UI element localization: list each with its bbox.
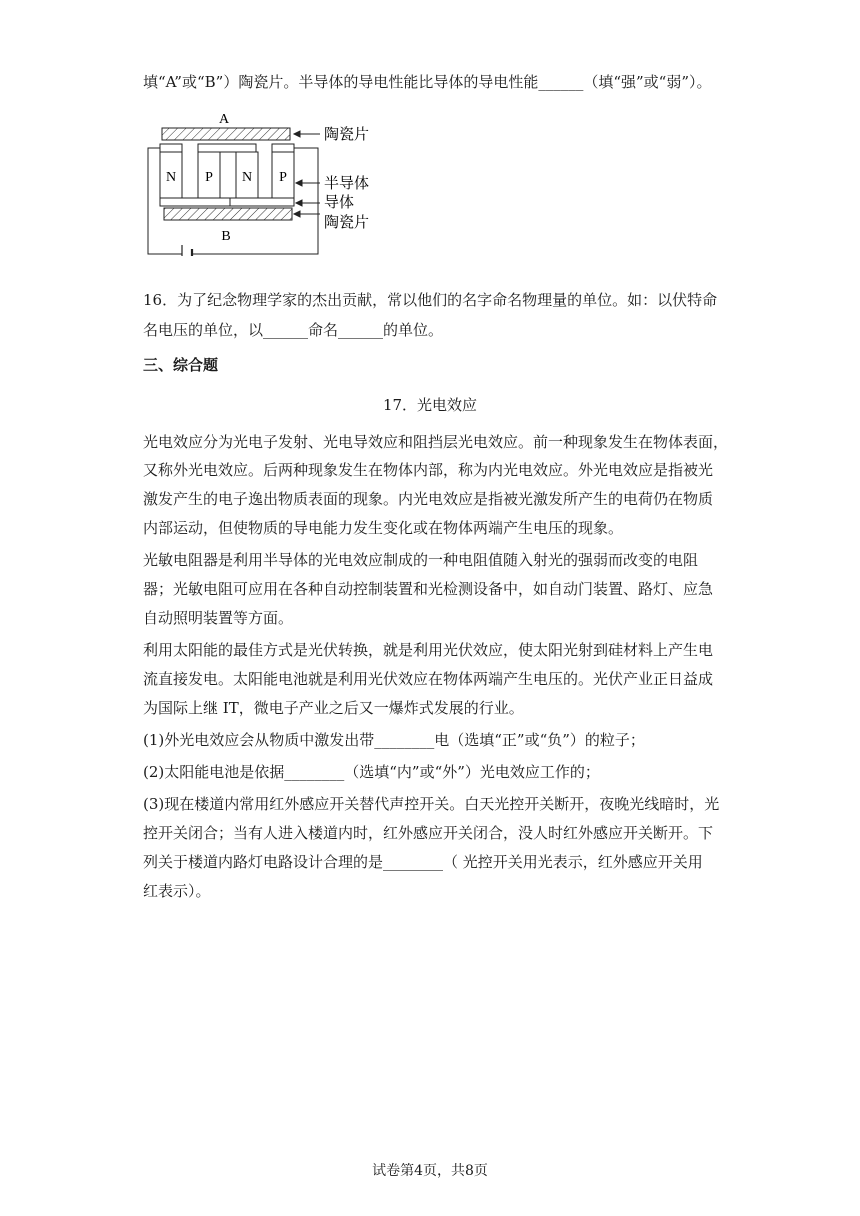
battery-symbol [182, 245, 192, 256]
line-1: 填“A”或“B”）陶瓷片。半导体的导电性能比导体的导电性能______（填“强”或“弱”）。 [143, 73, 712, 91]
section-heading: 三、综合题 [143, 356, 219, 374]
para-1-line-3: 激发产生的电子逸出物质表面的现象。内光电效应是指被光激发所产生的电荷仍在物质 [143, 490, 714, 508]
block-n1: N [165, 170, 177, 185]
top-ceramic-plate [162, 128, 290, 140]
block-p1: P [205, 170, 213, 185]
para-1-line-2: 又称外光电效应。后两种现象发生在物体内部，称为内光电效应。外光电效应是指被光 [143, 461, 714, 479]
para-1-line-1: 光电效应分为光电子发射、光电导效应和阻挡层光电效应。前一种现象发生在物体表面， [143, 433, 729, 451]
sub-question-3-line-2: 控开关闭合；当有人进入楼道内时，红外感应开关闭合，没人时红外感应开关断开。下 [143, 824, 714, 842]
para-2-line-2: 器；光敏电阻可应用在各种自动控制装置和光检测设备中，如自动门装置、路灯、应急 [143, 580, 714, 598]
legend-conductor: 导体 [324, 193, 355, 211]
block-n2: N [241, 170, 253, 185]
sub-question-1: (1)外光电效应会从物质中激发出带________电（选填“正”或“负”）的粒子； [143, 731, 645, 749]
page-footer: 试卷第4页，共8页 [372, 1163, 488, 1179]
para-2-line-3: 自动照明装置等方面。 [143, 609, 294, 627]
para-2-line-1: 光敏电阻器是利用半导体的光电效应制成的一种电阻值随入射光的强弱而改变的电阻 [143, 551, 699, 569]
sub-question-3-line-3: 列关于楼道内路灯电路设计合理的是________（ 光控开关用光表示，红外感应开关用 [143, 853, 703, 871]
legend-arrows [294, 131, 320, 217]
label-a: A [218, 112, 230, 127]
legend-semiconductor: 半导体 [324, 174, 370, 192]
question-17-title: 17．光电效应 [382, 396, 478, 414]
question-16-line-2: 名电压的单位，以______命名______的单位。 [143, 321, 444, 339]
label-b: B [221, 229, 231, 244]
legend-ceramic-top: 陶瓷片 [324, 125, 370, 143]
question-16-line-1: 16．为了纪念物理学家的杰出贡献，常以他们的名字命名物理量的单位。如：以伏特命 [143, 291, 718, 309]
block-p2: P [279, 170, 287, 185]
para-1-line-4: 内部运动，但使物质的导电能力发生变化或在物体两端产生电压的现象。 [143, 519, 624, 537]
para-3-line-1: 利用太阳能的最佳方式是光伏转换，就是利用光伏效应，使太阳光射到硅材料上产生电 [143, 641, 714, 659]
para-3-line-2: 流直接发电。太阳能电池就是利用光伏效应在物体两端产生电压的。光伏产业正日益成 [143, 670, 714, 688]
sub-question-3-line-1: (3)现在楼道内常用红外感应开关替代声控开关。白天光控开关断开，夜晚光线暗时，光 [143, 795, 720, 813]
legend-ceramic-bottom: 陶瓷片 [324, 213, 370, 231]
semiconductor-blocks [160, 152, 294, 198]
para-3-line-3: 为国际上继 IT，微电子产业之后又一爆炸式发展的行业。 [143, 699, 524, 717]
thermoelectric-diagram [140, 106, 410, 256]
sub-question-3-line-4: 红表示）。 [143, 882, 211, 900]
bottom-ceramic-plate [164, 208, 292, 220]
sub-question-2: (2)太阳能电池是依据________（选填“内”或“外”）光电效应工作的； [143, 763, 600, 781]
